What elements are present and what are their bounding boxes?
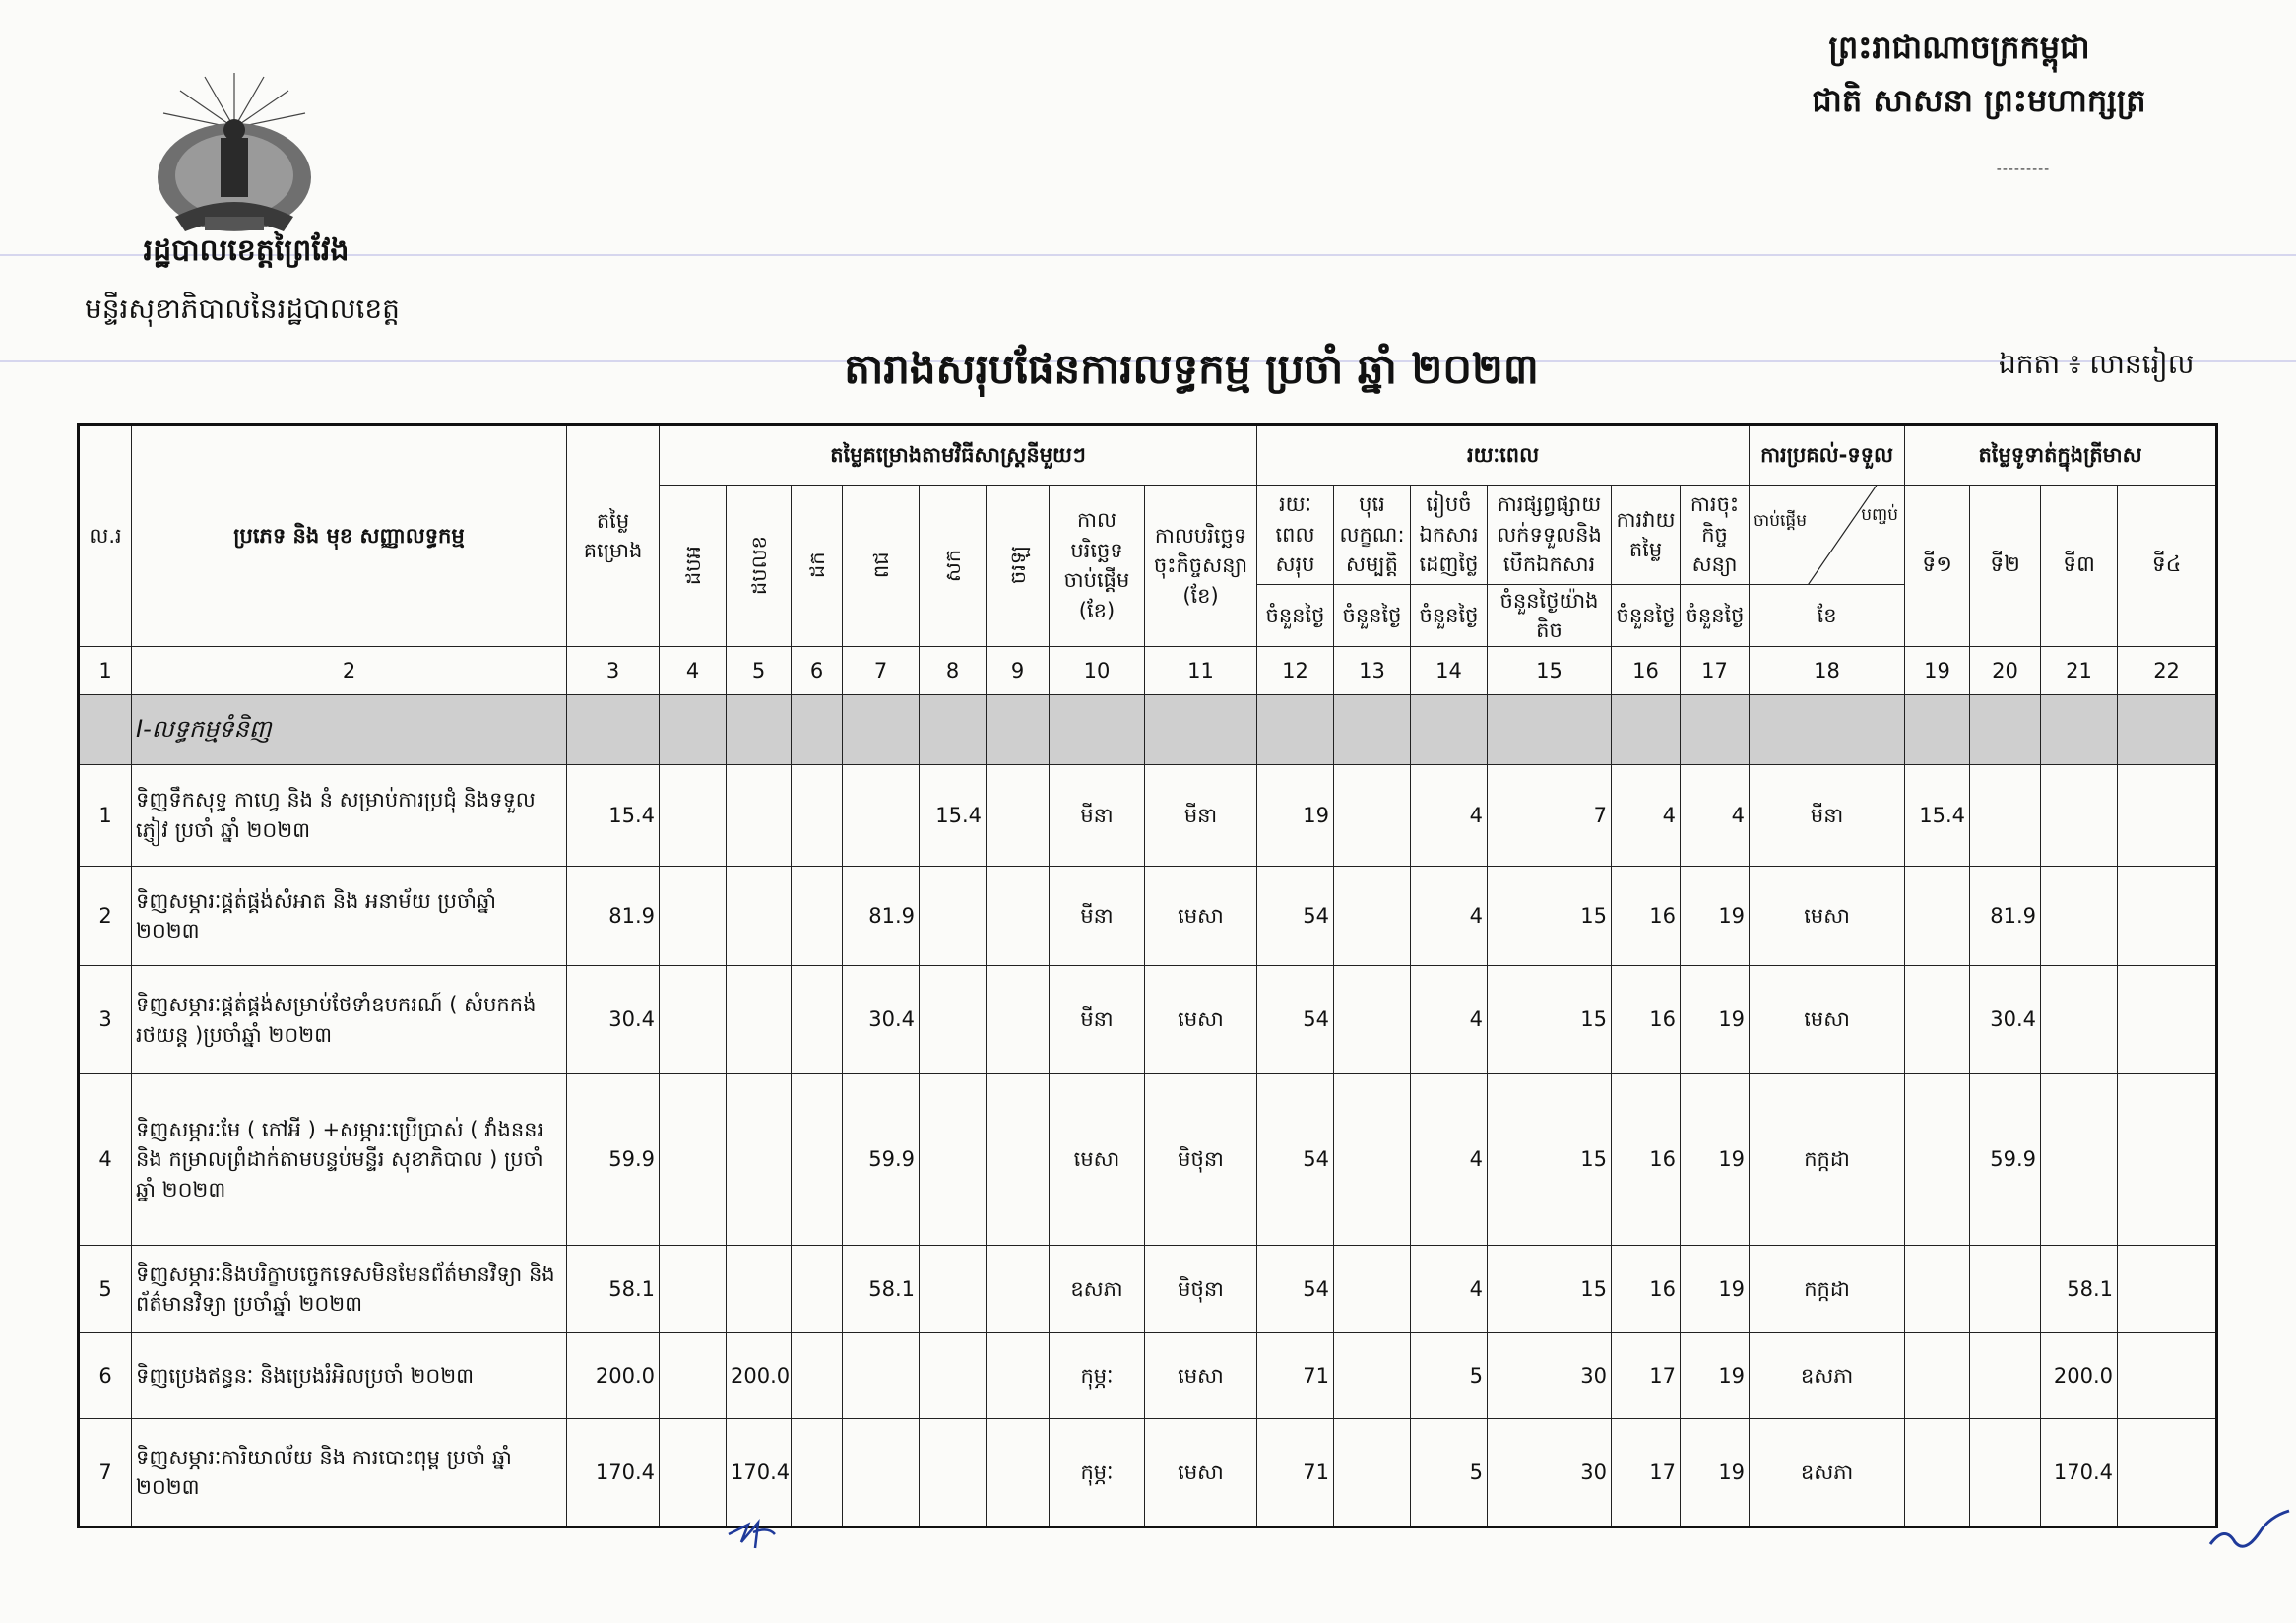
duration-total: រយៈពេល សរុប (1257, 485, 1334, 584)
unit-label: ឯកតា ៖ លានរៀល (1999, 348, 2195, 380)
cell-d1: 71 (1257, 1333, 1334, 1419)
cell-m3 (792, 966, 843, 1073)
delivery-start-label: ចាប់ផ្ដើម (1754, 510, 1808, 531)
col-number: 10 (1050, 646, 1145, 694)
col-number: 5 (727, 646, 792, 694)
cell-d6: 19 (1681, 1246, 1750, 1333)
cell-d4: 7 (1488, 764, 1612, 866)
cell-q3 (2041, 1073, 2118, 1245)
cell-q4 (2118, 1419, 2217, 1527)
cell-total: 30.4 (567, 966, 660, 1073)
cell-q1 (1905, 1246, 1970, 1333)
table-row (79, 1333, 2217, 1419)
duration-evaluation: ការវាយ តម្លៃ (1612, 485, 1681, 584)
cell-m4: 81.9 (843, 866, 920, 965)
cell-m1 (660, 1073, 727, 1245)
month-label: ខែ (1750, 585, 1905, 647)
cell-d5: 16 (1612, 1246, 1681, 1333)
header-sign-date: កាលបរិច្ឆេទ ចុះកិច្ចសន្យា (ខែ) (1145, 485, 1257, 646)
cell-m5 (920, 1333, 987, 1419)
procurement-plan-table (77, 423, 2218, 1528)
cell-name: ទិញសម្ភារៈមែ ( កៅអី ) +សម្ភារៈប្រើប្រាស់ ( វាំងននរ និង កម្រាលព្រំដាក់តាមបន្ទប់មន្ទីរ សុខាភិបាល ) ប្រចាំឆ្នាំ ២០២៣ (132, 1073, 567, 1245)
days-label: ចំនួនថ្ងៃ (1681, 585, 1750, 647)
days-label: ចំនួនថ្ងៃ (1411, 585, 1488, 647)
cell-no: 5 (79, 1246, 132, 1333)
cell-d3: 4 (1411, 966, 1488, 1073)
cell-d6: 19 (1681, 1073, 1750, 1245)
cell-d4: 15 (1488, 866, 1612, 965)
col-number: 13 (1334, 646, 1411, 694)
header-type: ប្រភេទ និង មុខ សញ្ញាលទ្ធកម្ម (132, 425, 567, 647)
cell-d6: 19 (1681, 966, 1750, 1073)
page-title: តារាងសរុបផែនការលទ្ធកម្ម ប្រចាំ ឆ្នាំ ២០២៣ (844, 345, 1539, 393)
cell-d4: 15 (1488, 1246, 1612, 1333)
cell-d1: 71 (1257, 1419, 1334, 1527)
delivery-end-label: បញ្ចប់ (1861, 504, 1899, 525)
days-min-label: ចំនួនថ្ងៃយ៉ាងតិច (1488, 585, 1612, 647)
header-duration-group: រយៈពេល (1257, 425, 1750, 486)
cell-q2 (1970, 1419, 2041, 1527)
quarter-2-header: ទី២ (1970, 485, 2041, 646)
cell-name: ទិញប្រេងឥន្ធនៈ និងប្រេងរំអិលប្រចាំ ២០២៣ (132, 1333, 567, 1419)
cell-q3: 58.1 (2041, 1246, 2118, 1333)
cell-delivery: មេសា (1750, 966, 1905, 1073)
cell-delivery: កក្កដា (1750, 1073, 1905, 1245)
cell-m3 (792, 1246, 843, 1333)
cell-q4 (2118, 1333, 2217, 1419)
col-number: 15 (1488, 646, 1612, 694)
method-col-1: ដបអ (660, 485, 727, 646)
cell-d1: 54 (1257, 966, 1334, 1073)
col-number: 19 (1905, 646, 1970, 694)
cell-m1 (660, 1246, 727, 1333)
cell-m5 (920, 966, 987, 1073)
cell-d2 (1334, 1073, 1411, 1245)
cell-d6: 19 (1681, 1419, 1750, 1527)
col-number: 21 (2041, 646, 2118, 694)
table-row (79, 866, 2217, 965)
method-col-2: ដបលខ (727, 485, 792, 646)
cell-m6 (987, 764, 1050, 866)
cell-m1 (660, 764, 727, 866)
cell-m3 (792, 1333, 843, 1419)
table-row (79, 764, 2217, 866)
delivery-start-end (1750, 485, 1905, 584)
cell-m6 (987, 1073, 1050, 1245)
cell-no: 6 (79, 1333, 132, 1419)
duration-advertise: ការផ្សព្វផ្សាយ លក់ទទួលនិង បើកឯកសារ (1488, 485, 1612, 584)
cell-delivery: ឧសភា (1750, 1333, 1905, 1419)
cell-d6: 19 (1681, 866, 1750, 965)
cell-q2: 30.4 (1970, 966, 2041, 1073)
cell-m2 (727, 866, 792, 965)
method-col-5: សក (920, 485, 987, 646)
cell-no: 4 (79, 1073, 132, 1245)
cell-q1: 15.4 (1905, 764, 1970, 866)
cell-d5: 16 (1612, 966, 1681, 1073)
section-title: I-លទ្ធកម្មទំនិញ (132, 694, 567, 764)
cell-sign: មិថុនា (1145, 1246, 1257, 1333)
cell-d2 (1334, 1419, 1411, 1527)
duration-prequal: បុរេ លក្ខណ: សម្បត្តិ (1334, 485, 1411, 584)
quarter-3-header: ទី៣ (2041, 485, 2118, 646)
header-method-group: តម្លៃគម្រោងតាមវិធីសាស្ត្រនីមួយៗ (660, 425, 1257, 486)
col-number: 1 (79, 646, 132, 694)
cell-q2 (1970, 1333, 2041, 1419)
handwritten-signature (2205, 1505, 2294, 1554)
cell-name: ទិញសម្ភារៈនិងបរិក្ខាបច្ចេកទេសមិនមែនព័ត៌មានវិទ្យា និង ព័ត៌មានវិទ្យា ប្រចាំឆ្នាំ ២០២៣ (132, 1246, 567, 1333)
col-number: 4 (660, 646, 727, 694)
cell-q4 (2118, 866, 2217, 965)
cell-delivery: មេសា (1750, 866, 1905, 965)
table-row (79, 1419, 2217, 1527)
cell-sign: មិថុនា (1145, 1073, 1257, 1245)
cell-d2 (1334, 764, 1411, 866)
cell-d5: 17 (1612, 1419, 1681, 1527)
cell-name: ទិញទឹកសុទ្ធ កាហ្វេ និង នំ សម្រាប់ការប្រជុំ និងទទួលភ្ញៀវ ប្រចាំ ឆ្នាំ ២០២៣ (132, 764, 567, 866)
cell-delivery: កក្កដា (1750, 1246, 1905, 1333)
cell-start: មីនា (1050, 764, 1145, 866)
cell-q3: 200.0 (2041, 1333, 2118, 1419)
col-number: 17 (1681, 646, 1750, 694)
cell-q2: 81.9 (1970, 866, 2041, 965)
cell-d4: 30 (1488, 1419, 1612, 1527)
header-delivery-group: ការប្រគល់-ទទួល (1750, 425, 1905, 486)
cell-m4 (843, 1333, 920, 1419)
cell-m4: 30.4 (843, 966, 920, 1073)
cell-d4: 15 (1488, 1073, 1612, 1245)
cell-d2 (1334, 866, 1411, 965)
col-number: 12 (1257, 646, 1334, 694)
duration-docs: រៀបចំ ឯកសារ ដេញថ្លៃ (1411, 485, 1488, 584)
section-row (79, 694, 2217, 764)
col-number: 11 (1145, 646, 1257, 694)
col-number: 7 (843, 646, 920, 694)
cell-m6 (987, 1419, 1050, 1527)
cell-start: មីនា (1050, 966, 1145, 1073)
cell-d5: 16 (1612, 1073, 1681, 1245)
cell-total: 170.4 (567, 1419, 660, 1527)
cell-no: 2 (79, 866, 132, 965)
method-col-3: ដក (792, 485, 843, 646)
cell-d6: 4 (1681, 764, 1750, 866)
cell-start: មេសា (1050, 1073, 1145, 1245)
cell-sign: មេសា (1145, 1419, 1257, 1527)
cell-start: កុម្ភៈ (1050, 1419, 1145, 1527)
cell-m4 (843, 1419, 920, 1527)
table-row (79, 966, 2217, 1073)
cell-q1 (1905, 1419, 1970, 1527)
cell-m5 (920, 1419, 987, 1527)
cell-no: 3 (79, 966, 132, 1073)
cell-q1 (1905, 866, 1970, 965)
cell-total: 15.4 (567, 764, 660, 866)
cell-q2: 59.9 (1970, 1073, 2041, 1245)
cell-d3: 4 (1411, 866, 1488, 965)
cell-m1 (660, 1419, 727, 1527)
cell-q4 (2118, 1246, 2217, 1333)
cell-d4: 15 (1488, 966, 1612, 1073)
cell-m2 (727, 1246, 792, 1333)
provincial-administration: រដ្ឋបាលខេត្តព្រៃវែង (143, 233, 350, 268)
cell-d3: 4 (1411, 1073, 1488, 1245)
header-no: ល.រ (79, 425, 132, 647)
provincial-emblem (146, 69, 323, 241)
cell-no: 1 (79, 764, 132, 866)
cell-delivery: ឧសភា (1750, 1419, 1905, 1527)
header-start-date: កាលបរិច្ឆេទ ចាប់ផ្ដើម (ខែ) (1050, 485, 1145, 646)
cell-q3 (2041, 866, 2118, 965)
cell-m2 (727, 966, 792, 1073)
cell-d2 (1334, 1246, 1411, 1333)
cell-m1 (660, 966, 727, 1073)
cell-delivery: មីនា (1750, 764, 1905, 866)
cell-m3 (792, 1073, 843, 1245)
cell-q4 (2118, 764, 2217, 866)
col-number: 9 (987, 646, 1050, 694)
method-col-4: ពជ (843, 485, 920, 646)
col-number: 20 (1970, 646, 2041, 694)
cell-q2 (1970, 1246, 2041, 1333)
cell-q1 (1905, 1333, 1970, 1419)
health-department: មន្ទីរសុខាភិបាលនៃរដ្ឋបាលខេត្ត (85, 292, 400, 325)
cell-d3: 4 (1411, 1246, 1488, 1333)
cell-total: 59.9 (567, 1073, 660, 1245)
col-number: 14 (1411, 646, 1488, 694)
cell-start: មីនា (1050, 866, 1145, 965)
cell-d3: 4 (1411, 764, 1488, 866)
cell-m4: 58.1 (843, 1246, 920, 1333)
cell-d1: 54 (1257, 1073, 1334, 1245)
cell-start: កុម្ភៈ (1050, 1333, 1145, 1419)
col-number: 2 (132, 646, 567, 694)
cell-d1: 19 (1257, 764, 1334, 866)
cell-m6 (987, 966, 1050, 1073)
cell-sign: មីនា (1145, 764, 1257, 866)
cell-d2 (1334, 966, 1411, 1073)
col-number: 18 (1750, 646, 1905, 694)
cell-start: ឧសភា (1050, 1246, 1145, 1333)
header-estimate: តម្លៃ គម្រោង (567, 425, 660, 647)
col-number: 3 (567, 646, 660, 694)
cell-m5 (920, 866, 987, 965)
handwritten-initial (724, 1515, 783, 1554)
cell-d1: 54 (1257, 1246, 1334, 1333)
cell-d1: 54 (1257, 866, 1334, 965)
cell-m2 (727, 1073, 792, 1245)
cell-m6 (987, 1246, 1050, 1333)
cell-name: ទិញសម្ភារៈផ្គត់ផ្គង់សំអាត និង អនាម័យ ប្រចាំឆ្នាំ ២០២៣ (132, 866, 567, 965)
days-label: ចំនួនថ្ងៃ (1257, 585, 1334, 647)
cell-d3: 5 (1411, 1333, 1488, 1419)
cell-q1 (1905, 966, 1970, 1073)
cell-q1 (1905, 1073, 1970, 1245)
cell-q4 (2118, 1073, 2217, 1245)
days-label: ចំនួនថ្ងៃ (1612, 585, 1681, 647)
col-number: 16 (1612, 646, 1681, 694)
cell-total: 58.1 (567, 1246, 660, 1333)
quarter-4-header: ទី៤ (2118, 485, 2217, 646)
cell-m4 (843, 764, 920, 866)
cell-d5: 4 (1612, 764, 1681, 866)
cell-q2 (1970, 764, 2041, 866)
cell-d6: 19 (1681, 1333, 1750, 1419)
cell-q3: 170.4 (2041, 1419, 2118, 1527)
cell-name: ទិញសម្ភារៈផ្គត់ផ្គង់សម្រាប់ថែទាំឧបករណ៍ ( សំបកកង់រថយន្ត )ប្រចាំឆ្នាំ ២០២៣ (132, 966, 567, 1073)
cell-sign: មេសា (1145, 1333, 1257, 1419)
cell-m5 (920, 1073, 987, 1245)
cell-d3: 5 (1411, 1419, 1488, 1527)
cell-m5: 15.4 (920, 764, 987, 866)
col-number: 8 (920, 646, 987, 694)
cell-name: ទិញសម្ភារៈការិយាល័យ និង ការបោះពុម្ព ប្រចាំ ឆ្នាំ ២០២៣ (132, 1419, 567, 1527)
cell-m2: 200.0 (727, 1333, 792, 1419)
cell-m2: 170.4 (727, 1419, 792, 1527)
table-row (79, 1073, 2217, 1245)
column-number-row (79, 646, 2217, 694)
col-number: 22 (2118, 646, 2217, 694)
duration-contract: ការចុះកិច្ច សន្យា (1681, 485, 1750, 584)
national-motto: ជាតិ សាសនា ព្រះមហាក្សត្រ (1812, 82, 2146, 119)
quarter-1-header: ទី១ (1905, 485, 1970, 646)
cell-total: 200.0 (567, 1333, 660, 1419)
cell-m2 (727, 764, 792, 866)
cell-q3 (2041, 966, 2118, 1073)
table-row (79, 1246, 2217, 1333)
cell-d5: 17 (1612, 1333, 1681, 1419)
kingdom-heading: ព្រះរាជាណាចក្រកម្ពុជា (1828, 29, 2090, 66)
cell-sign: មេសា (1145, 866, 1257, 965)
cell-d4: 30 (1488, 1333, 1612, 1419)
cell-m3 (792, 866, 843, 965)
cell-m1 (660, 866, 727, 965)
cell-d2 (1334, 1333, 1411, 1419)
cell-m6 (987, 1333, 1050, 1419)
cell-no: 7 (79, 1419, 132, 1527)
method-col-6: ចរឡ (987, 485, 1050, 646)
cell-m3 (792, 1419, 843, 1527)
col-number: 6 (792, 646, 843, 694)
cell-m1 (660, 1333, 727, 1419)
cell-d5: 16 (1612, 866, 1681, 965)
cell-sign: មេសា (1145, 966, 1257, 1073)
header-ornament: --------- (1996, 162, 2051, 177)
cell-total: 81.9 (567, 866, 660, 965)
cell-m5 (920, 1246, 987, 1333)
days-label: ចំនួនថ្ងៃ (1334, 585, 1411, 647)
cell-m4: 59.9 (843, 1073, 920, 1245)
cell-m6 (987, 866, 1050, 965)
cell-q3 (2041, 764, 2118, 866)
cell-q4 (2118, 966, 2217, 1073)
cell-m3 (792, 764, 843, 866)
header-quarter-group: តម្លៃទូទាត់ក្នុងត្រីមាស (1905, 425, 2217, 486)
